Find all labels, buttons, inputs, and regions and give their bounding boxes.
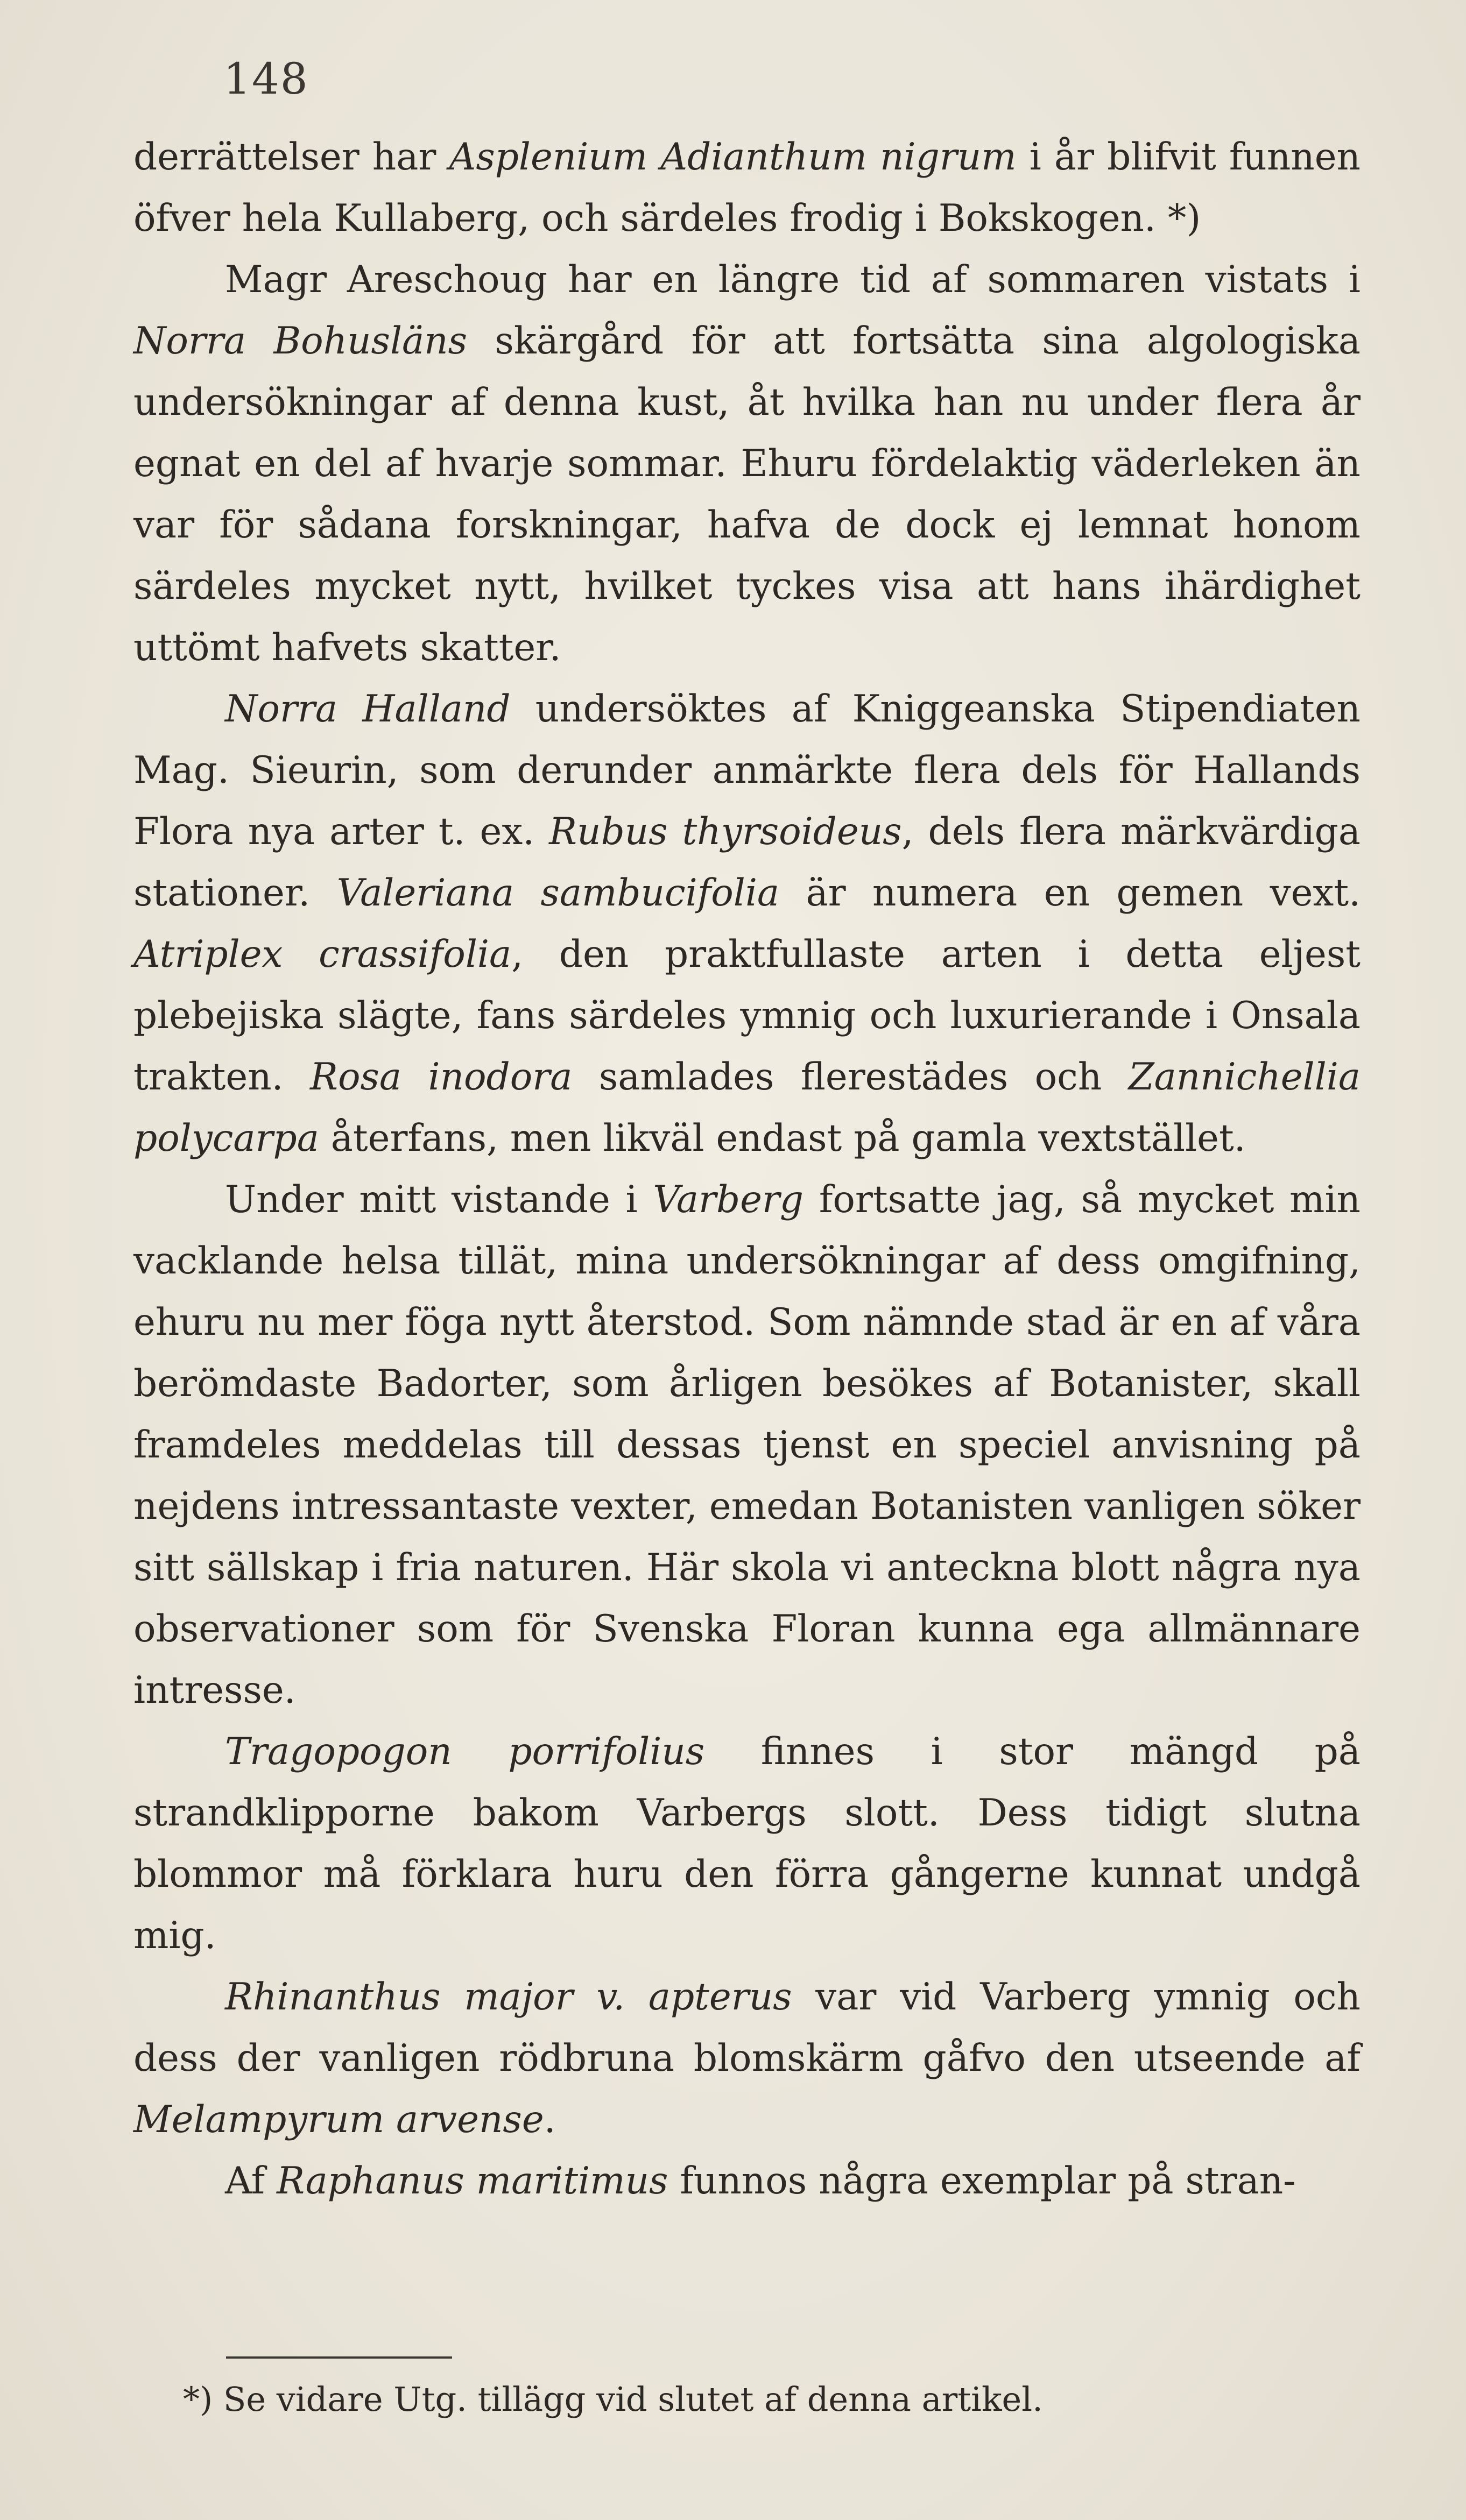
italic-term: Norra Bohusläns bbox=[133, 320, 468, 363]
italic-term: Rosa inodora bbox=[310, 1056, 573, 1099]
text-run: derrättelser har bbox=[133, 136, 449, 179]
text-run: funnos några exemplar på stran- bbox=[668, 2160, 1296, 2203]
paragraph bbox=[133, 126, 1361, 249]
text-run: i år blifvit funnen öfver hela Kullaberg, och särdeles frodig i Bokskogen. *) bbox=[133, 136, 1361, 240]
text-run: Af bbox=[225, 2160, 277, 2203]
italic-term: Asplenium Adianthum nigrum bbox=[449, 136, 1017, 179]
text-run: fortsatte jag, så mycket min vacklande helsa tillät, mina undersökningar af dess omgifning, ehuru nu mer föga nytt återstod. Som nämnde stad är en af våra berömdaste Badorter, som årligen besökes af Botanister, skall framdeles meddelas till dessas tjenst en speciel anvisning på nejdens intressantaste vexter, emedan Botanisten vanligen söker sitt sällskap i fria naturen. Här skola vi anteckna blott några nya observationer som för Svenska Floran kunna ega allmännare intresse. bbox=[133, 1178, 1361, 1712]
paragraph bbox=[133, 1169, 1361, 1721]
italic-term: Varberg bbox=[653, 1178, 804, 1221]
text-run: , den praktfullaste arten i detta eljest plebejiska slägte, fans särdeles ymnig och luxurierande i Onsala trakten. bbox=[133, 933, 1361, 1099]
italic-term: Valeriana sambucifolia bbox=[336, 872, 780, 915]
text-run: skärgård för att fortsätta sina algologiska undersökningar af denna kust, åt hvilka han nu under flera år egnat en del af hvarje sommar. Ehuru fördelaktig väderleken än var för sådana forskningar, hafva de dock ej lemnat honom särdeles mycket nytt, hvilket tyckes visa att hans ihärdighet uttömt hafvets skatter. bbox=[133, 320, 1361, 669]
page-number: 148 bbox=[223, 54, 309, 104]
paragraph bbox=[133, 1721, 1361, 1966]
text-run: . bbox=[544, 2098, 556, 2141]
paragraph bbox=[133, 1966, 1361, 2150]
body-text bbox=[133, 126, 1361, 2212]
text-run: samlades flerestädes och bbox=[572, 1056, 1129, 1099]
italic-term: Tragopogon porrifolius bbox=[225, 1730, 705, 1773]
footnote-divider bbox=[226, 2356, 452, 2359]
text-run: finnes i stor mängd på strandklipporne bakom Varbergs slott. Dess tidigt slutna blommor må förklara huru den förra gångerne kunnat undgå mig. bbox=[133, 1730, 1361, 1957]
text-run: Under mitt vistande i bbox=[225, 1178, 653, 1221]
italic-term: Zannichellia polycarpa bbox=[133, 1056, 1361, 1160]
italic-term: Rubus thyrsoideus bbox=[549, 810, 902, 853]
text-run: Magr Areschoug har en längre tid af sommaren vistats i bbox=[225, 258, 1361, 301]
italic-term: Norra Halland bbox=[225, 688, 511, 731]
text-run: , dels flera märkvärdiga stationer. bbox=[133, 810, 1361, 915]
italic-term: Rhinanthus major v. apterus bbox=[225, 1976, 792, 2019]
paragraph bbox=[133, 249, 1361, 678]
text-run: är numera en gemen vext. bbox=[779, 872, 1361, 915]
text-run: återfans, men likväl endast på gamla vextstället. bbox=[319, 1117, 1246, 1160]
italic-term: Atriplex crassifolia bbox=[133, 933, 512, 976]
paragraph bbox=[133, 678, 1361, 1169]
italic-term: Raphanus maritimus bbox=[277, 2160, 668, 2203]
paragraph bbox=[133, 2150, 1361, 2212]
footnote: *) Se vidare Utg. tillägg vid slutet af denna artikel. bbox=[183, 2380, 1043, 2419]
text-run: var vid Varberg ymnig och dess der vanligen rödbruna blomskärm gåfvo den utseende af bbox=[133, 1976, 1361, 2080]
italic-term: Melampyrum arvense bbox=[133, 2098, 544, 2141]
text-run: undersöktes af Kniggeanska Stipendiaten Mag. Sieurin, som derunder anmärkte flera dels för Hallands Flora nya arter t. ex. bbox=[133, 688, 1361, 853]
